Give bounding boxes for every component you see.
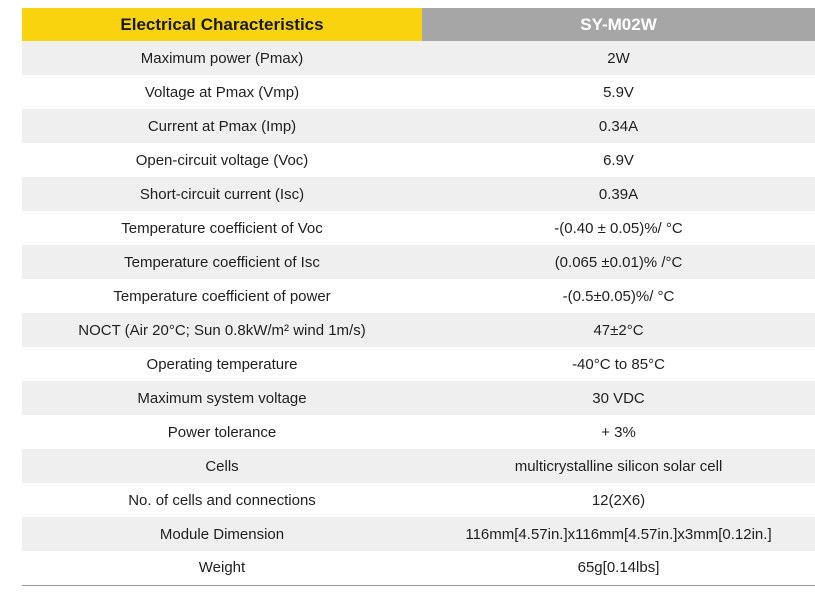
header-row <box>22 8 815 41</box>
param-cell: Temperature coefficient of power <box>22 279 422 313</box>
table-row <box>22 551 815 585</box>
table-row <box>22 143 815 177</box>
param-cell: Module Dimension <box>22 517 422 551</box>
table-row <box>22 381 815 415</box>
param-cell: No. of cells and connections <box>22 483 422 517</box>
value-cell: 30 VDC <box>422 381 815 415</box>
param-cell: Cells <box>22 449 422 483</box>
value-cell: 65g[0.14lbs] <box>422 551 815 585</box>
value-cell: -(0.40 ± 0.05)%/ °C <box>422 211 815 245</box>
value-cell: multicrystalline silicon solar cell <box>422 449 815 483</box>
param-cell: Temperature coefficient of Isc <box>22 245 422 279</box>
value-cell: 47±2°C <box>422 313 815 347</box>
value-cell: 116mm[4.57in.]x116mm[4.57in.]x3mm[0.12in.] <box>422 517 815 551</box>
value-cell: 5.9V <box>422 75 815 109</box>
param-cell: Temperature coefficient of Voc <box>22 211 422 245</box>
param-cell: Power tolerance <box>22 415 422 449</box>
param-cell: Maximum power (Pmax) <box>22 41 422 75</box>
value-cell: 2W <box>422 41 815 75</box>
param-cell: Maximum system voltage <box>22 381 422 415</box>
param-cell: Open-circuit voltage (Voc) <box>22 143 422 177</box>
param-cell: Operating temperature <box>22 347 422 381</box>
table-row <box>22 211 815 245</box>
table-row <box>22 41 815 75</box>
table-row <box>22 483 815 517</box>
table-row <box>22 313 815 347</box>
param-cell: Current at Pmax (Imp) <box>22 109 422 143</box>
spec-table <box>22 8 815 586</box>
table-row <box>22 245 815 279</box>
param-cell: NOCT (Air 20°C; Sun 0.8kW/m² wind 1m/s) <box>22 313 422 347</box>
value-cell: 12(2X6) <box>422 483 815 517</box>
value-cell: 0.34A <box>422 109 815 143</box>
table-row <box>22 279 815 313</box>
value-cell: 0.39A <box>422 177 815 211</box>
param-cell: Short-circuit current (Isc) <box>22 177 422 211</box>
value-cell: -(0.5±0.05)%/ °C <box>422 279 815 313</box>
param-cell: Weight <box>22 551 422 585</box>
table-row <box>22 517 815 551</box>
param-cell: Voltage at Pmax (Vmp) <box>22 75 422 109</box>
table-row <box>22 415 815 449</box>
table-row <box>22 177 815 211</box>
table-row <box>22 75 815 109</box>
header-model: SY-M02W <box>422 8 815 41</box>
header-label: Electrical Characteristics <box>22 8 422 41</box>
table-row <box>22 347 815 381</box>
table-row <box>22 449 815 483</box>
value-cell: -40°C to 85°C <box>422 347 815 381</box>
value-cell: 6.9V <box>422 143 815 177</box>
table-row <box>22 109 815 143</box>
value-cell: + 3% <box>422 415 815 449</box>
value-cell: (0.065 ±0.01)% /°C <box>422 245 815 279</box>
